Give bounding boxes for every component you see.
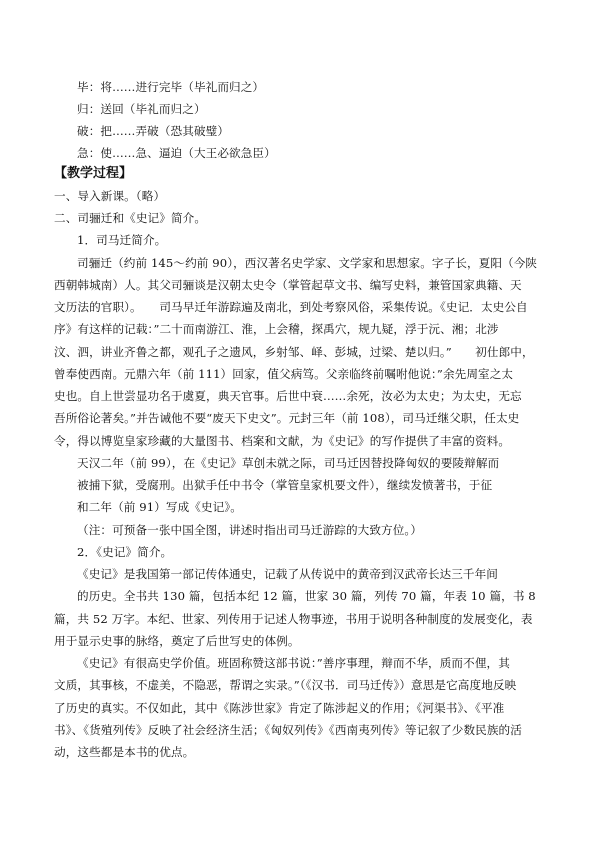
text-line: 了历史的真实。不仅如此，其中《陈涉世家》肯定了陈涉起义的作用；《河渠书》、《平准	[54, 701, 505, 715]
text-line: 书》、《货殖列传》反映了社会经济生活；《匈奴列传》《西南夷列传》等记叙了少数民族的活	[54, 723, 522, 737]
text-line: 一、导入新课。（略）	[54, 189, 166, 203]
vocab-line-4: 急：使……急、逼迫（大王必欲急臣）	[77, 146, 276, 160]
text-line: 司骊迁（约前 145～约前 90），西汉著名史学家、文学家和思想家。字子长，夏阳（今陕	[77, 256, 538, 270]
text-line: 令，得以博览皇家珍藏的大量图书、档案和文献，为《史记》的写作提供了丰富的资料。	[54, 434, 511, 448]
text-line: 西朝韩城南）人。其父司骊谈是汉朝太史令（掌管起草文书、编写史料，兼管国家典籍、天	[54, 278, 522, 292]
text-line: 曾奉使西南。元鼎六年（前 111）回家，值父病笃。父亲临终前嘱咐他说：”余先周室之太	[54, 367, 514, 381]
text-line: （注：可预备一张中国全图，讲述时指出司马迁游踪的大致方位。）	[77, 523, 423, 537]
text-line: 吾所俗论著矣。”并告诫他不要“废天下史文”。元封三年（前 108），司马迁继父职，任太史	[54, 411, 520, 425]
text-line: 序》有这样的记载：”二十而南游江、淮，上会稽，探禹穴，规九疑，浮于沅、湘；北涉	[54, 322, 499, 336]
vocab-line-3: 破：把……弄破（恐其破璧）	[77, 124, 230, 138]
text-line: 被捕下狱，受腐刑。出狱手任中书令（掌管皇家机要文件），继续发愤著书，于征	[77, 478, 493, 492]
text-line: 用于显示史事的脉络，奠定了后世写史的体例。	[54, 634, 300, 648]
text-line: 1．司马迁简介。	[77, 233, 167, 247]
text-line: 2．《史记》简介。	[77, 545, 173, 559]
text-line: 的历史。全书共 130 篇，包括本纪 12 篇，世家 30 篇，列传 70 篇，年表 10 篇，书 8	[77, 589, 536, 603]
text-line: 天汉二年（前 99），在《史记》草创未就之际，司马迁因替投降匈奴的要陵辩解而	[77, 456, 500, 470]
section-heading: 【教学过程】	[54, 166, 133, 181]
text-line: 文历法的官职）。 司马早迁年游踪遍及南北，到处考察风俗，采集传说。《史记．太史公自	[54, 300, 528, 314]
vocab-line-2: 归：送回（毕礼而归之）	[77, 102, 206, 116]
text-line: 《史记》是我国第一部记传体通史，记载了从传说中的黄帝到汉武帝长达三千年间	[77, 567, 498, 581]
text-line: 二、司骊迁和《史记》简介。	[54, 211, 207, 225]
text-line: 文质，其事核，不虚美，不隐恶，帮谓之实录。”（《汉书．司马迁传》）意思是它高度地反映	[54, 678, 517, 692]
text-line: 动，这些都是本书的优点。	[54, 745, 195, 759]
text-line: 史也。自上世尝显功名于虞夏，典天官事。后世中衰……余死，汝必为太史；为太史，无忘	[54, 389, 522, 403]
text-line: 和二年（前 91）写成《史记》。	[77, 500, 242, 514]
vocab-line-1: 毕：将……进行完毕（毕礼而归之）	[77, 80, 265, 94]
text-line: 汶、泗，讲业齐鲁之都，观孔子之遗风，乡射邹、峄、彭城，过梁、楚以归。” 初仕郎中，	[54, 345, 534, 359]
text-line: 篇，共 52 万字。本纪、世家、列传用于记述人物事迹，书用于说明各种制度的发展变化，表	[54, 612, 533, 626]
text-line: 《史记》有很高史学价值。班固称赞这部书说：”善序事理，辩而不华，质而不俚，其	[77, 656, 510, 670]
